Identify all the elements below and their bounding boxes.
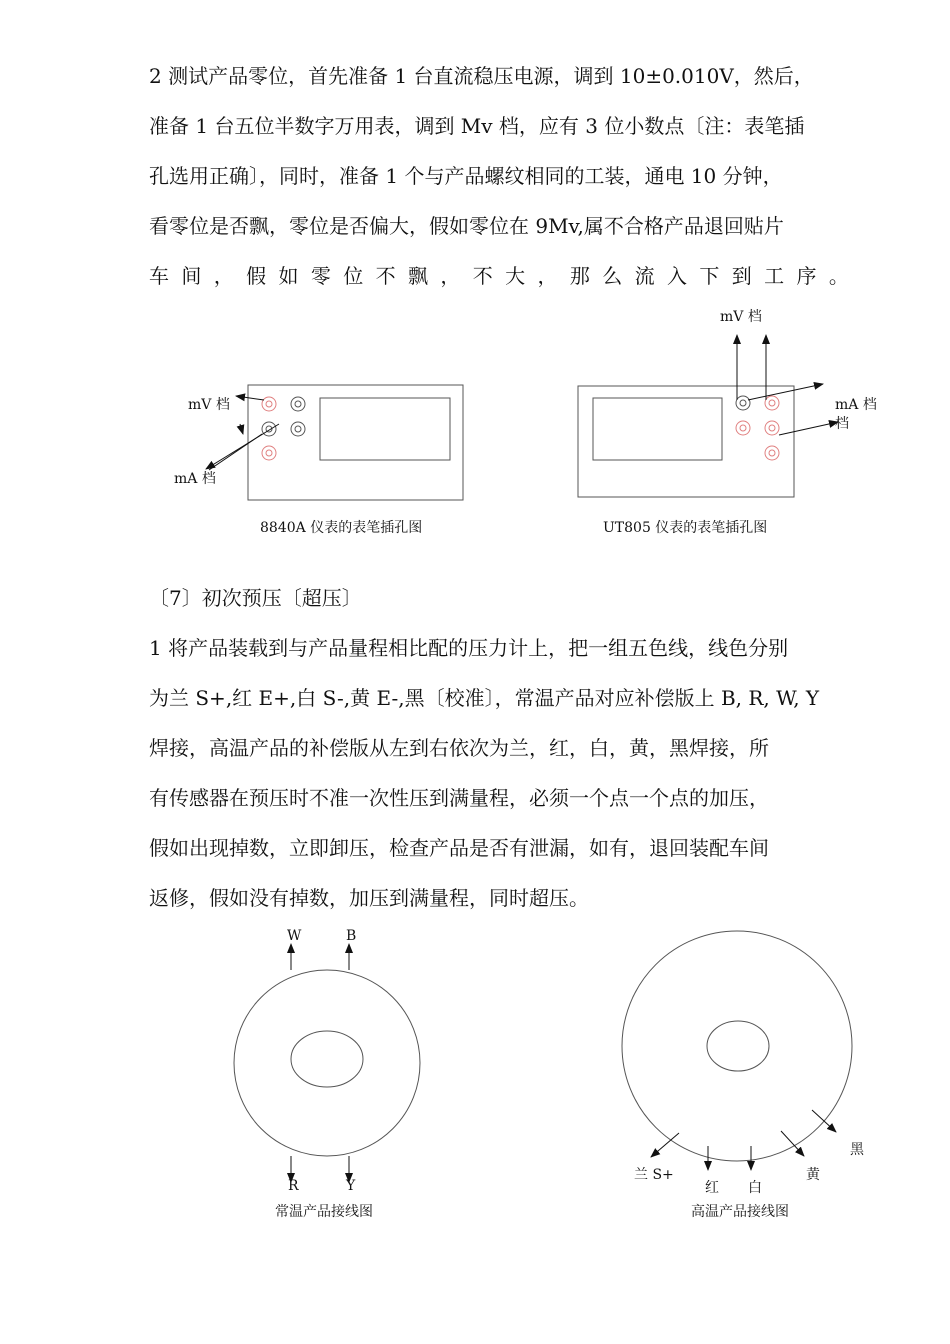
text-line: 孔选用正确〕，同时，准备 1 个与产品螺纹相同的工装，通电 10 分钟， [149,164,783,188]
char: 么 [602,264,623,288]
wire-black [812,1110,836,1132]
caption-ut805: UT805 仪表的表笔插孔图 [603,520,768,536]
char: 如 [278,264,299,288]
label-ma-right-2: 档 [835,416,849,432]
char: 序 [796,264,817,288]
wire-blue [651,1133,679,1157]
caption-high-wiring: 高温产品接线图 [691,1204,789,1220]
char: ， [440,264,461,288]
char: 间 [181,264,202,288]
char: 下 [699,264,720,288]
char: 假 [246,264,267,288]
label-red: 红 [705,1180,719,1196]
char: 到 [731,264,752,288]
label-blue: 兰 S+ [634,1167,674,1183]
label-b: B [346,928,357,944]
wire-yellow [781,1131,804,1156]
label-mv-right: mV 档 [720,309,762,325]
char: 工 [764,264,785,288]
char: 位 [343,264,364,288]
label-w: W [287,928,302,944]
section-heading: 〔7〕初次预压〔超压〕 [149,586,362,610]
label-yellow: 黄 [806,1167,820,1183]
text-line: 1 将产品装载到与产品量程相比配的压力计上，把一组五色线，线色分别 [149,636,789,660]
label-black: 黑 [850,1142,864,1158]
wiring-normal [234,944,420,1182]
char: ， [213,264,234,288]
caption-8840a: 8840A 仪表的表笔插孔图 [260,520,423,536]
char: 那 [569,264,590,288]
char: 零 [310,264,331,288]
label-mv-left: mV 档 [188,397,230,413]
label-white: 白 [748,1180,762,1196]
text-line: 看零位是否飘，零位是否偏大，假如零位在 9Mv,属不合格产品退回贴片 [149,214,784,238]
char: 不 [375,264,396,288]
text-line: 焊接，高温产品的补偿版从左到右依次为兰，红，白，黄，黑焊接，所 [149,736,769,760]
text-line: 有传感器在预压时不准一次性压到满量程，必须一个点一个点的加压， [149,786,769,810]
char: 车 [149,264,169,288]
label-r: R [288,1178,299,1194]
text-line: 2 测试产品零位，首先准备 1 台直流稳压电源，调到 10±0.010V，然后， [149,64,814,88]
inner-hole [291,1031,363,1087]
char: 流 [634,264,655,288]
text-line: 为兰 S+,红 E+,白 S-,黄 E-,黑〔校准〕，常温产品对应补偿版上 B, R, W, Y [149,686,820,710]
char: 不 [472,264,493,288]
char: 入 [667,264,687,288]
text-line: 假如出现掉数，立即卸压，检查产品是否有泄漏，如有，退回装配车间 [149,836,769,860]
label-y: Y [346,1178,356,1194]
char: 。 [828,264,849,288]
label-ma-right: mA 档 [835,397,877,413]
caption-normal-wiring: 常温产品接线图 [275,1204,373,1220]
text-line: 返修，假如没有掉数，加压到满量程，同时超压。 [149,886,589,910]
char: 大 [505,264,526,288]
outer-ring [234,970,420,1156]
outer-ring [622,931,852,1161]
inner-hole [707,1021,769,1071]
text-line: 准备 1 台五位半数字万用表，调到 Mv 档，应有 3 位小数点〔注：表笔插 [149,114,805,138]
char: ， [537,264,558,288]
wiring-high [622,931,852,1170]
label-ma-left: mA 档 [174,471,216,487]
char: 飘 [408,264,428,288]
